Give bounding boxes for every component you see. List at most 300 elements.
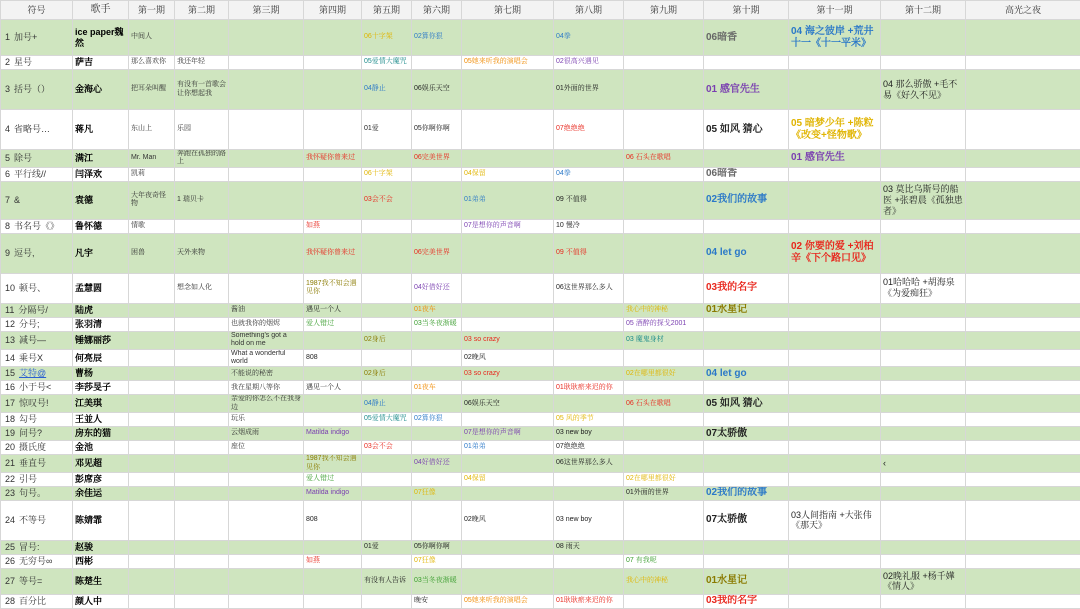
song-cell[interactable]: 我心中的神秘 <box>624 303 704 317</box>
song-cell[interactable] <box>966 233 1080 273</box>
song-cell[interactable] <box>229 167 304 181</box>
song-cell[interactable] <box>129 455 175 473</box>
song-cell[interactable]: 中间人 <box>129 20 175 56</box>
song-cell[interactable]: What a wonderful world <box>229 349 304 367</box>
symbol-cell[interactable] <box>1 273 73 303</box>
song-cell[interactable] <box>881 540 966 554</box>
song-cell[interactable] <box>789 455 881 473</box>
song-cell[interactable] <box>624 181 704 219</box>
song-cell[interactable]: 04静止 <box>362 70 412 110</box>
song-cell[interactable] <box>175 219 229 233</box>
song-cell[interactable]: 座位 <box>229 441 304 455</box>
song-cell[interactable] <box>462 455 554 473</box>
song-cell[interactable]: 03会不会 <box>362 441 412 455</box>
song-cell[interactable] <box>704 540 789 554</box>
song-cell[interactable] <box>462 317 554 331</box>
song-cell[interactable]: 07绝绝绝 <box>554 110 624 150</box>
song-cell[interactable] <box>554 331 624 349</box>
song-cell[interactable] <box>129 472 175 486</box>
song-cell[interactable] <box>704 413 789 427</box>
song-cell[interactable]: 02我们的故事 <box>704 486 789 500</box>
song-cell[interactable] <box>304 540 362 554</box>
song-cell[interactable] <box>362 349 412 367</box>
table-row[interactable] <box>1 331 1080 349</box>
song-cell[interactable] <box>881 110 966 150</box>
song-cell[interactable] <box>966 20 1080 56</box>
song-cell[interactable] <box>966 395 1080 413</box>
table-row[interactable] <box>1 233 1080 273</box>
song-cell[interactable]: 05 如风 猜心 <box>704 395 789 413</box>
table-row[interactable] <box>1 70 1080 110</box>
song-cell[interactable] <box>175 317 229 331</box>
song-cell[interactable]: 03当冬夜渐暖 <box>412 317 462 331</box>
singer-cell[interactable]: 何亮辰 <box>73 349 129 367</box>
song-cell[interactable] <box>412 441 462 455</box>
song-cell[interactable] <box>789 568 881 594</box>
song-cell[interactable]: 02身后 <box>362 367 412 381</box>
song-cell[interactable] <box>881 554 966 568</box>
song-cell[interactable] <box>966 273 1080 303</box>
song-cell[interactable] <box>412 427 462 441</box>
table-row[interactable] <box>1 167 1080 181</box>
song-cell[interactable] <box>175 395 229 413</box>
song-cell[interactable] <box>362 273 412 303</box>
song-cell[interactable] <box>966 472 1080 486</box>
song-cell[interactable] <box>362 554 412 568</box>
song-cell[interactable]: 07太骄傲 <box>704 500 789 540</box>
song-cell[interactable] <box>704 554 789 568</box>
singer-cell[interactable]: 满江 <box>73 150 129 168</box>
singer-cell[interactable]: 孟慧圆 <box>73 273 129 303</box>
song-cell[interactable]: 凯莉 <box>129 167 175 181</box>
song-cell[interactable] <box>304 20 362 56</box>
singer-cell[interactable]: 闫泽欢 <box>73 167 129 181</box>
song-cell[interactable] <box>966 331 1080 349</box>
song-cell[interactable] <box>704 381 789 395</box>
song-cell[interactable] <box>789 349 881 367</box>
song-cell[interactable]: 04 let go <box>704 233 789 273</box>
song-cell[interactable] <box>704 317 789 331</box>
song-cell[interactable] <box>624 349 704 367</box>
song-cell[interactable] <box>966 303 1080 317</box>
song-cell[interactable] <box>966 150 1080 168</box>
song-cell[interactable]: 05爱情大魔咒 <box>362 56 412 70</box>
song-cell[interactable]: 05爱情大魔咒 <box>362 413 412 427</box>
table-row[interactable] <box>1 56 1080 70</box>
song-cell[interactable] <box>462 303 554 317</box>
song-cell[interactable] <box>175 303 229 317</box>
song-cell[interactable] <box>554 150 624 168</box>
symbol-cell[interactable] <box>1 594 73 608</box>
song-cell[interactable] <box>304 413 362 427</box>
song-cell[interactable] <box>129 413 175 427</box>
song-cell[interactable] <box>462 540 554 554</box>
song-cell[interactable]: 05 暗梦少年 +陈粒《改变+怪物歌》 <box>789 110 881 150</box>
column-header[interactable]: 第五期 <box>362 1 412 20</box>
song-cell[interactable] <box>304 70 362 110</box>
song-cell[interactable]: 01 感官先生 <box>704 70 789 110</box>
song-cell[interactable] <box>129 273 175 303</box>
song-cell[interactable] <box>881 56 966 70</box>
song-cell[interactable]: Matilda indigo <box>304 427 362 441</box>
song-cell[interactable]: 04保留 <box>462 472 554 486</box>
song-cell[interactable]: 01爱 <box>362 110 412 150</box>
table-row[interactable] <box>1 20 1080 56</box>
song-cell[interactable] <box>175 413 229 427</box>
song-cell[interactable] <box>362 455 412 473</box>
song-cell[interactable] <box>175 367 229 381</box>
symbol-cell[interactable] <box>1 486 73 500</box>
song-cell[interactable] <box>881 594 966 608</box>
song-cell[interactable] <box>462 554 554 568</box>
song-cell[interactable]: 03 new boy <box>554 500 624 540</box>
symbol-cell[interactable] <box>1 472 73 486</box>
song-cell[interactable] <box>624 233 704 273</box>
song-cell[interactable] <box>624 219 704 233</box>
song-cell[interactable] <box>624 540 704 554</box>
column-header[interactable]: 第三期 <box>229 1 304 20</box>
song-cell[interactable] <box>175 568 229 594</box>
song-cell[interactable] <box>624 20 704 56</box>
song-cell[interactable]: 07狂像 <box>412 554 462 568</box>
song-cell[interactable] <box>789 181 881 219</box>
song-cell[interactable] <box>789 486 881 500</box>
column-header[interactable]: 高光之夜 <box>966 1 1080 20</box>
song-cell[interactable] <box>789 540 881 554</box>
song-cell[interactable]: 01 感官先生 <box>789 150 881 168</box>
column-header[interactable]: 第二期 <box>175 1 229 20</box>
table-row[interactable] <box>1 472 1080 486</box>
song-cell[interactable]: 04拳 <box>554 20 624 56</box>
song-cell[interactable] <box>175 441 229 455</box>
song-cell[interactable]: 1987我不知会遇见你 <box>304 455 362 473</box>
song-cell[interactable] <box>966 594 1080 608</box>
song-cell[interactable] <box>966 219 1080 233</box>
table-row[interactable] <box>1 486 1080 500</box>
song-cell[interactable]: 04好借好还 <box>412 455 462 473</box>
song-cell[interactable] <box>554 367 624 381</box>
song-cell[interactable] <box>412 395 462 413</box>
song-cell[interactable]: 04拳 <box>554 167 624 181</box>
song-cell[interactable]: 爱人错过 <box>304 317 362 331</box>
symbol-cell[interactable] <box>1 70 73 110</box>
song-cell[interactable] <box>554 317 624 331</box>
song-cell[interactable] <box>412 367 462 381</box>
song-cell[interactable] <box>881 472 966 486</box>
song-cell[interactable] <box>362 427 412 441</box>
song-cell[interactable] <box>624 167 704 181</box>
song-cell[interactable]: 1987我不知会遇见你 <box>304 273 362 303</box>
song-cell[interactable] <box>175 20 229 56</box>
column-header[interactable]: 符号 <box>1 1 73 20</box>
song-cell[interactable] <box>362 219 412 233</box>
song-cell[interactable] <box>229 472 304 486</box>
column-header[interactable]: 第十二期 <box>881 1 966 20</box>
song-cell[interactable] <box>966 367 1080 381</box>
song-cell[interactable] <box>412 349 462 367</box>
symbol-cell[interactable] <box>1 500 73 540</box>
column-header[interactable]: 第八期 <box>554 1 624 20</box>
song-cell[interactable] <box>789 472 881 486</box>
song-cell[interactable] <box>175 427 229 441</box>
song-cell[interactable] <box>229 70 304 110</box>
symbol-cell[interactable] <box>1 568 73 594</box>
song-cell[interactable] <box>462 20 554 56</box>
song-cell[interactable]: 01外面的世界 <box>554 70 624 110</box>
song-cell[interactable]: 06 石头在歌唱 <box>624 150 704 168</box>
song-cell[interactable] <box>624 56 704 70</box>
table-row[interactable] <box>1 455 1080 473</box>
song-cell[interactable] <box>462 568 554 594</box>
song-cell[interactable] <box>462 273 554 303</box>
song-cell[interactable]: 02晚风 <box>462 349 554 367</box>
song-cell[interactable] <box>229 540 304 554</box>
symbol-cell[interactable] <box>1 303 73 317</box>
song-cell[interactable] <box>412 167 462 181</box>
song-cell[interactable] <box>881 349 966 367</box>
song-cell[interactable] <box>129 303 175 317</box>
song-cell[interactable] <box>789 427 881 441</box>
song-cell[interactable]: 03会不会 <box>362 181 412 219</box>
song-cell[interactable]: 02在哪里都很好 <box>624 472 704 486</box>
song-cell[interactable]: 03 魔鬼身材 <box>624 331 704 349</box>
song-cell[interactable]: 04好借好还 <box>412 273 462 303</box>
song-cell[interactable] <box>966 349 1080 367</box>
song-cell[interactable] <box>229 181 304 219</box>
symbol-cell[interactable] <box>1 233 73 273</box>
song-cell[interactable] <box>175 540 229 554</box>
song-cell[interactable]: 02算你狠 <box>412 413 462 427</box>
symbol-cell[interactable] <box>1 554 73 568</box>
song-cell[interactable]: 遇见一个人 <box>304 381 362 395</box>
song-cell[interactable] <box>966 70 1080 110</box>
table-row[interactable] <box>1 381 1080 395</box>
song-cell[interactable] <box>554 568 624 594</box>
song-cell[interactable]: 如燕 <box>304 219 362 233</box>
table-row[interactable] <box>1 349 1080 367</box>
song-cell[interactable] <box>966 413 1080 427</box>
song-cell[interactable] <box>129 395 175 413</box>
singer-cell[interactable]: 蒋凡 <box>73 110 129 150</box>
column-header[interactable]: 第四期 <box>304 1 362 20</box>
song-cell[interactable]: 我怀疑你曾来过 <box>304 233 362 273</box>
song-cell[interactable] <box>129 427 175 441</box>
song-cell[interactable] <box>304 441 362 455</box>
song-cell[interactable] <box>554 395 624 413</box>
song-cell[interactable]: 04 海之彼岸 +荒井十一《十一平米》 <box>789 20 881 56</box>
song-cell[interactable] <box>624 381 704 395</box>
song-cell[interactable]: 云烟成雨 <box>229 427 304 441</box>
song-cell[interactable] <box>229 273 304 303</box>
song-cell[interactable] <box>881 486 966 500</box>
table-row[interactable] <box>1 441 1080 455</box>
song-cell[interactable] <box>789 413 881 427</box>
song-cell[interactable] <box>789 554 881 568</box>
song-cell[interactable] <box>129 486 175 500</box>
song-cell[interactable] <box>966 441 1080 455</box>
song-cell[interactable] <box>412 181 462 219</box>
song-cell[interactable] <box>881 20 966 56</box>
song-cell[interactable] <box>129 441 175 455</box>
song-cell[interactable] <box>624 594 704 608</box>
song-cell[interactable]: 05她来听我的演唱会 <box>462 594 554 608</box>
song-cell[interactable]: 晚安 <box>412 594 462 608</box>
song-cell[interactable]: 玩乐 <box>229 413 304 427</box>
singer-cell[interactable]: 赵骏 <box>73 540 129 554</box>
symbol-cell[interactable] <box>1 441 73 455</box>
song-cell[interactable] <box>362 486 412 500</box>
song-cell[interactable]: 有没有一首歌会让你想起我 <box>175 70 229 110</box>
song-cell[interactable] <box>704 219 789 233</box>
table-row[interactable] <box>1 303 1080 317</box>
symbol-cell[interactable] <box>1 150 73 168</box>
song-cell[interactable]: 01耿耿瘀来迟的你 <box>554 381 624 395</box>
table-row[interactable] <box>1 568 1080 594</box>
symbol-cell[interactable] <box>1 349 73 367</box>
table-row[interactable] <box>1 219 1080 233</box>
song-cell[interactable] <box>129 594 175 608</box>
song-cell[interactable] <box>229 500 304 540</box>
song-cell[interactable] <box>554 303 624 317</box>
song-cell[interactable]: 1 瑞贝卡 <box>175 181 229 219</box>
song-cell[interactable]: 09 不值得 <box>554 181 624 219</box>
symbol-cell[interactable] <box>1 455 73 473</box>
song-cell[interactable]: 大年夜奇怪物 <box>129 181 175 219</box>
song-cell[interactable]: 01弟弟 <box>462 181 554 219</box>
table-row[interactable] <box>1 554 1080 568</box>
symbol-cell[interactable] <box>1 167 73 181</box>
song-cell[interactable] <box>175 472 229 486</box>
song-cell[interactable] <box>881 167 966 181</box>
song-cell[interactable]: 06这世界那么多人 <box>554 273 624 303</box>
song-cell[interactable] <box>462 150 554 168</box>
song-cell[interactable]: 02很高兴遇见 <box>554 56 624 70</box>
song-cell[interactable]: 07是想你的声音啊 <box>462 219 554 233</box>
song-cell[interactable]: 把耳朵叫醒 <box>129 70 175 110</box>
column-header[interactable]: 第一期 <box>129 1 175 20</box>
song-cell[interactable] <box>412 331 462 349</box>
song-cell[interactable]: 06完美世界 <box>412 150 462 168</box>
song-cell[interactable] <box>624 413 704 427</box>
song-cell[interactable] <box>789 56 881 70</box>
song-cell[interactable] <box>881 381 966 395</box>
table-row[interactable] <box>1 150 1080 168</box>
song-cell[interactable]: 04 那么骄傲 +毛不易《好久不见》 <box>881 70 966 110</box>
column-header[interactable]: 第十一期 <box>789 1 881 20</box>
singer-cell[interactable]: ice paper魏然 <box>73 20 129 56</box>
song-cell[interactable] <box>304 367 362 381</box>
song-cell[interactable] <box>304 56 362 70</box>
song-cell[interactable] <box>304 110 362 150</box>
song-cell[interactable]: 03人间指南 +大张伟《那天》 <box>789 500 881 540</box>
song-cell[interactable]: 想念如人化 <box>175 273 229 303</box>
song-cell[interactable]: 我还年轻 <box>175 56 229 70</box>
song-cell[interactable] <box>966 427 1080 441</box>
song-cell[interactable] <box>789 303 881 317</box>
song-cell[interactable] <box>789 395 881 413</box>
symbol-cell[interactable] <box>1 110 73 150</box>
song-cell[interactable] <box>304 395 362 413</box>
song-cell[interactable]: 03我的名字 <box>704 594 789 608</box>
song-cell[interactable]: 808 <box>304 349 362 367</box>
column-header[interactable]: 第七期 <box>462 1 554 20</box>
table-row[interactable] <box>1 540 1080 554</box>
song-cell[interactable] <box>624 70 704 110</box>
song-cell[interactable]: ‹ <box>881 455 966 473</box>
singer-cell[interactable]: 陆虎 <box>73 303 129 317</box>
song-cell[interactable] <box>624 110 704 150</box>
song-cell[interactable]: 02在哪里都很好 <box>624 367 704 381</box>
song-cell[interactable] <box>789 441 881 455</box>
table-row[interactable] <box>1 427 1080 441</box>
song-cell[interactable] <box>412 500 462 540</box>
song-cell[interactable]: 02算你狠 <box>412 20 462 56</box>
song-cell[interactable] <box>789 273 881 303</box>
song-cell[interactable] <box>881 303 966 317</box>
singer-cell[interactable]: 李莎旻子 <box>73 381 129 395</box>
song-cell[interactable]: 02身后 <box>362 331 412 349</box>
song-cell[interactable] <box>881 150 966 168</box>
singer-cell[interactable]: 余佳运 <box>73 486 129 500</box>
song-cell[interactable] <box>129 568 175 594</box>
song-cell[interactable] <box>129 381 175 395</box>
symbol-cell[interactable] <box>1 56 73 70</box>
song-cell[interactable]: 01水星记 <box>704 568 789 594</box>
song-cell[interactable] <box>229 486 304 500</box>
song-cell[interactable]: 我怀疑你曾来过 <box>304 150 362 168</box>
song-cell[interactable]: 我心中的神秘 <box>624 568 704 594</box>
song-cell[interactable]: 09 不值得 <box>554 233 624 273</box>
song-cell[interactable]: 01水星记 <box>704 303 789 317</box>
song-cell[interactable] <box>789 70 881 110</box>
symbol-cell[interactable] <box>1 540 73 554</box>
song-cell[interactable] <box>966 500 1080 540</box>
song-cell[interactable] <box>624 441 704 455</box>
song-cell[interactable] <box>789 367 881 381</box>
song-cell[interactable] <box>412 472 462 486</box>
song-cell[interactable]: 东山上 <box>129 110 175 150</box>
song-cell[interactable]: 01耿耿瘀来迟的你 <box>554 594 624 608</box>
song-cell[interactable] <box>362 472 412 486</box>
song-cell[interactable]: 天外来物 <box>175 233 229 273</box>
song-cell[interactable] <box>129 331 175 349</box>
song-cell[interactable]: 03 so crazy <box>462 367 554 381</box>
table-row[interactable] <box>1 594 1080 608</box>
song-cell[interactable] <box>129 349 175 367</box>
song-cell[interactable] <box>789 594 881 608</box>
song-cell[interactable] <box>362 303 412 317</box>
song-cell[interactable] <box>624 500 704 540</box>
song-cell[interactable]: 01爱 <box>362 540 412 554</box>
singer-cell[interactable]: 王並人 <box>73 413 129 427</box>
song-cell[interactable] <box>304 594 362 608</box>
symbol-cell[interactable] <box>1 219 73 233</box>
song-cell[interactable]: 酱油 <box>229 303 304 317</box>
song-cell[interactable] <box>175 331 229 349</box>
song-cell[interactable] <box>129 500 175 540</box>
song-cell[interactable]: 04保留 <box>462 167 554 181</box>
song-cell[interactable]: 06十字架 <box>362 167 412 181</box>
song-cell[interactable] <box>789 219 881 233</box>
song-cell[interactable] <box>704 455 789 473</box>
song-cell[interactable] <box>304 181 362 219</box>
singer-cell[interactable]: 房东的猫 <box>73 427 129 441</box>
song-cell[interactable] <box>229 554 304 568</box>
song-cell[interactable]: 奔跑在孤独的路上 <box>175 150 229 168</box>
song-cell[interactable] <box>554 486 624 500</box>
song-cell[interactable]: 07太骄傲 <box>704 427 789 441</box>
song-cell[interactable] <box>175 486 229 500</box>
